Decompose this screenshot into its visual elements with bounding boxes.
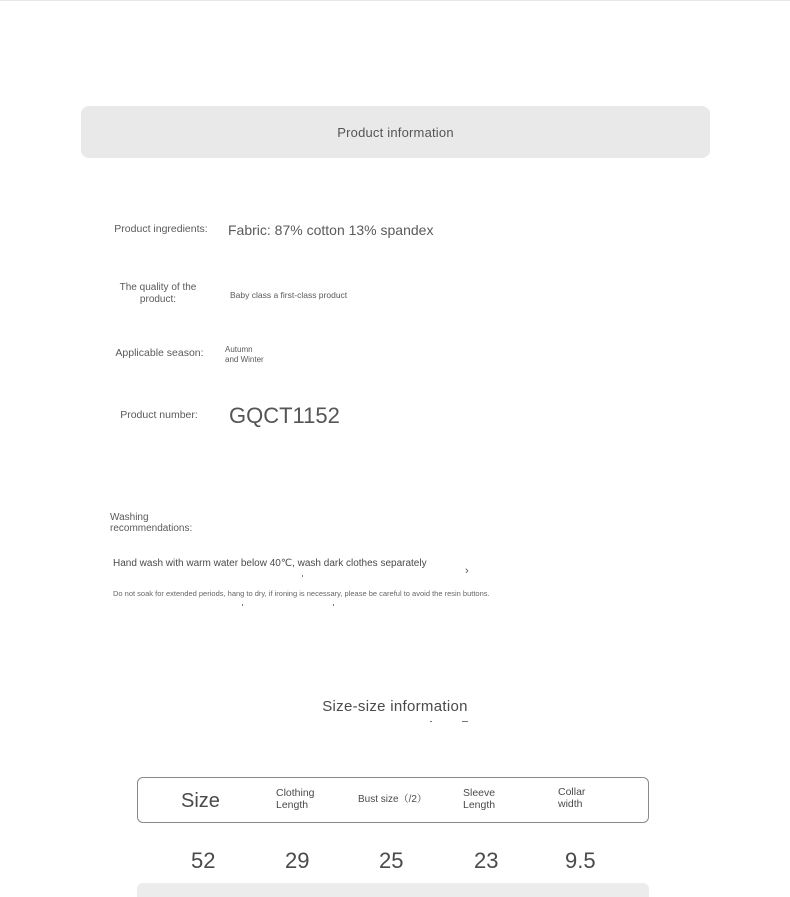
decorative-dot <box>430 721 432 722</box>
header-sleeve-length <box>463 787 495 811</box>
decorative-dot <box>462 721 468 722</box>
chevron-right-icon: › <box>465 565 469 577</box>
season-value-line1: Autumn <box>225 345 253 354</box>
size-info-title: Size-size information <box>322 698 468 715</box>
header-collar-line1: Collar <box>558 786 586 798</box>
header-clothing-line2: Length <box>276 799 309 811</box>
header-clothing-length <box>276 787 315 811</box>
quality-value: Baby class a first-class product <box>230 290 348 300</box>
header-clothing-line1: Clothing <box>276 787 315 799</box>
decorative-dot <box>242 604 243 606</box>
season-value-line2: and Winter <box>225 354 264 364</box>
collar-width-value: 9.5 <box>565 848 596 873</box>
season-value <box>225 345 264 364</box>
bust-size-value: 25 <box>379 848 404 873</box>
header-sleeve-line2: Length <box>463 799 496 811</box>
quality-label <box>108 282 208 306</box>
clothing-length-value: 29 <box>285 848 310 873</box>
washing-label <box>110 512 220 534</box>
decorative-dot <box>333 604 334 606</box>
sleeve-length-value: 23 <box>474 848 499 873</box>
size-value: 52 <box>191 848 216 873</box>
washing-line-2: Do not soak for extended periods, hang to dry, if ironing is necessary, please be careful to avoid the resin buttons. <box>113 589 490 598</box>
season-label: Applicable season: <box>115 347 204 359</box>
top-divider <box>0 0 790 1</box>
decorative-dot <box>302 575 303 577</box>
quality-label-line1: The quality of the <box>119 282 197 293</box>
header-collar-width <box>558 786 585 810</box>
ingredients-value: Fabric: 87% cotton 13% spandex <box>228 222 434 238</box>
header-size: Size <box>181 790 220 812</box>
banner-title: Product information <box>337 124 454 140</box>
washing-label-line2: recommendations: <box>110 523 193 534</box>
ingredients-label: Product ingredients: <box>114 223 208 235</box>
size-table-header <box>137 777 649 823</box>
number-value: GQCT1152 <box>229 403 340 428</box>
header-bust-size: Bust size（/2） <box>358 794 427 805</box>
number-label: Product number: <box>120 409 198 421</box>
quality-label-line2: product: <box>139 294 177 305</box>
product-info-banner <box>81 106 710 158</box>
washing-label-line1: Washing <box>110 512 149 523</box>
header-sleeve-line1: Sleeve <box>463 787 496 799</box>
header-collar-line2: width <box>558 798 583 810</box>
washing-line-1: Hand wash with warm water below 40℃, wash dark clothes separately <box>113 558 427 569</box>
